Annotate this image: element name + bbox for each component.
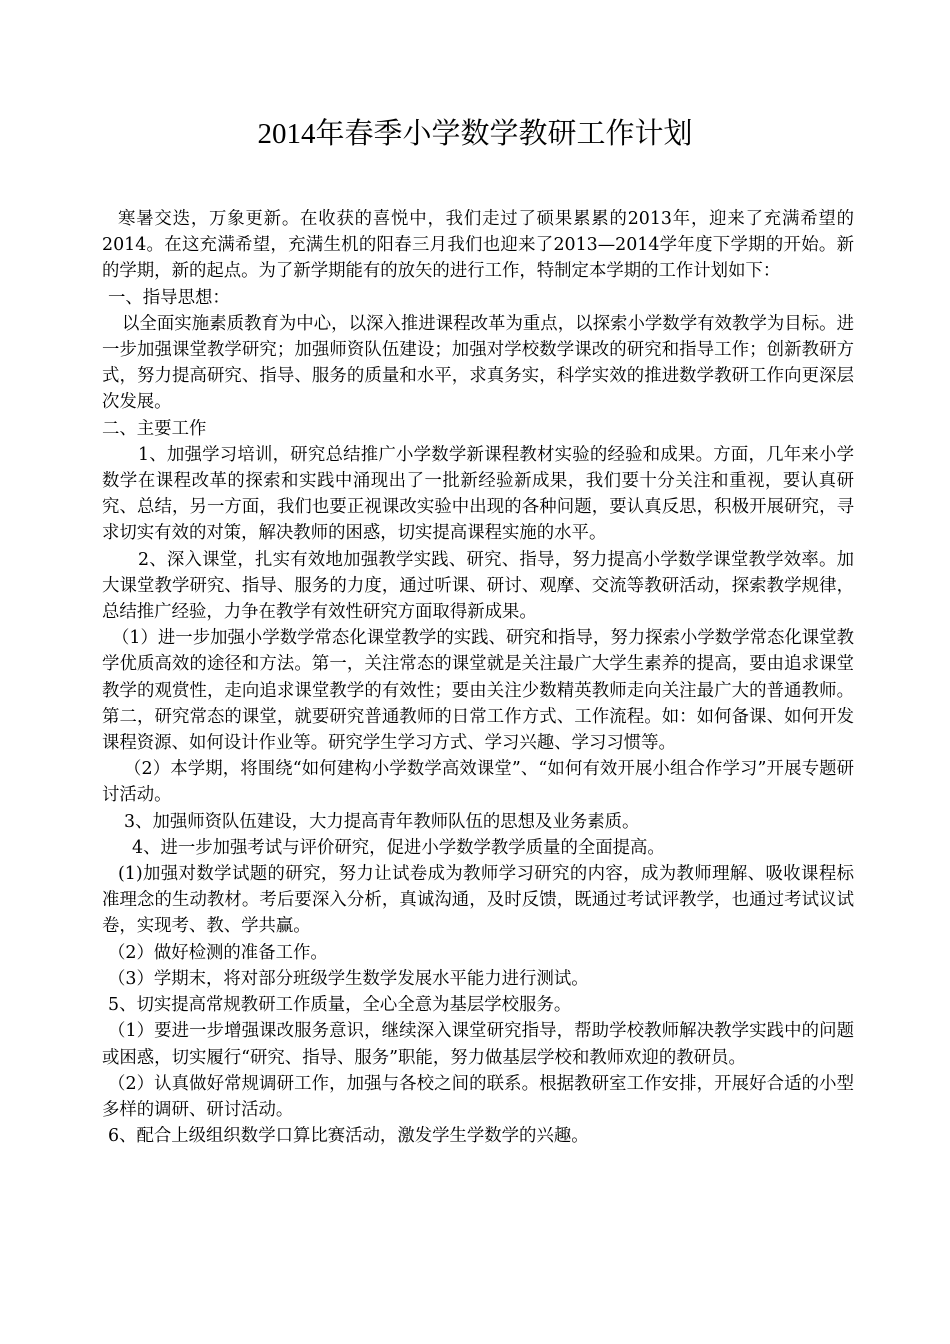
work-item-1: 1、加强学习培训，研究总结推广小学数学新课程教材实验的经验和成果。方面，几年来小学数学在课程改革的探索和实践中涌现出了一批新经验新成果，我们要十分关注和重视，要认真研究、总结，另一方面，我们也要正视课改实验中出现的各种问题，要认真反思，积极开展研究，寻求切实有效的对策，解决教师的困惑，切实提高课程实施的水平。: [102, 444, 854, 544]
intro-paragraph: 寒暑交迭，万象更新。在收获的喜悦中，我们走过了硕果累累的2013年，迎来了充满希望的2014。在这充满希望，充满生机的阳春三月我们也迎来了2013—2014学年度下学期的开始。新的学期，新的起点。为了新学期能有的放矢的进行工作，特制定本学期的工作计划如下：: [102, 209, 854, 282]
work-item-2-sub-1: （1）进一步加强小学数学常态化课堂教学的实践、研究和指导，努力探索小学数学常态化课堂教学优质高效的途径和方法。第一，关注常态的课堂就是关注最广大学生素养的提高，要由追求课堂教学的观赏性，走向追求课堂教学的有效性；要由关注少数精英教师走向关注最广大的普通教师。第二，研究常态的课堂，就要研究普通教师的日常工作方式、工作流程。如：如何备课、如何开发课程资源、如何设计作业等。研究学生学习方式、学习兴趣、学习习惯等。: [102, 628, 854, 754]
document-title: 2014年春季小学数学教研工作计划: [257, 118, 693, 150]
work-item-2-sub-2: （2）本学期，将围绕“如何建构小学数学高效课堂”、“如何有效开展小组合作学习”开展专题研讨活动。: [102, 759, 854, 806]
section-heading-main-work: 二、主要工作: [102, 418, 207, 439]
work-item-4-sub-1: (1)加强对数学试题的研究，努力让试卷成为教师学习研究的内容，成为教师理解、吸收课程标准理念的生动教材。考后要深入分析，真诚沟通，及时反馈，既通过考试评教学，也通过考试议试卷，实现考、教、学共赢。: [102, 864, 854, 937]
guiding-thought-paragraph: 以全面实施素质教育为中心，以深入推进课程改革为重点，以探索小学数学有效教学为目标。进一步加强课堂教学研究；加强师资队伍建设；加强对学校数学课改的研究和指导工作；创新教研方式，努力提高研究、指导、服务的质量和水平，求真务实，科学实效的推进数学教研工作向更深层次发展。: [102, 313, 854, 413]
work-item-5-sub-1: （1）要进一步增强课改服务意识，继续深入课堂研究指导，帮助学校教师解决教学实践中的问题或困惑，切实履行“研究、指导、服务”职能，努力做基层学校和教师欢迎的教研员。: [102, 1021, 854, 1068]
work-item-4: 4、进一步加强考试与评价研究，促进小学数学教学质量的全面提高。: [132, 837, 665, 858]
work-item-4-sub-3: （3）学期末，将对部分班级学生数学发展水平能力进行测试。: [108, 968, 589, 989]
work-item-6: 6、配合上级组织数学口算比赛活动，激发学生学数学的兴趣。: [108, 1126, 589, 1147]
work-item-2: 2、深入课堂，扎实有效地加强教学实践、研究、指导，努力提高小学数学课堂教学效率。加大课堂教学研究、指导、服务的力度，通过听课、研讨、观摩、交流等教研活动，探索教学规律，总结推广经验，力争在教学有效性研究方面取得新成果。: [102, 549, 854, 623]
section-heading-guiding-thought: 一、指导思想：: [108, 287, 230, 308]
work-item-4-sub-2: （2）做好检测的准备工作。: [108, 942, 328, 963]
document-body: [102, 206, 854, 1149]
work-item-3: 3、加强师资队伍建设，大力提高青年教师队伍的思想及业务素质。: [124, 811, 640, 832]
work-item-5: 5、切实提高常规教研工作质量，全心全意为基层学校服务。: [108, 995, 572, 1016]
work-item-5-sub-2: （2）认真做好常规调研工作，加强与各校之间的联系。根据教研室工作安排，开展好合适的小型多样的调研、研讨活动。: [102, 1073, 854, 1120]
